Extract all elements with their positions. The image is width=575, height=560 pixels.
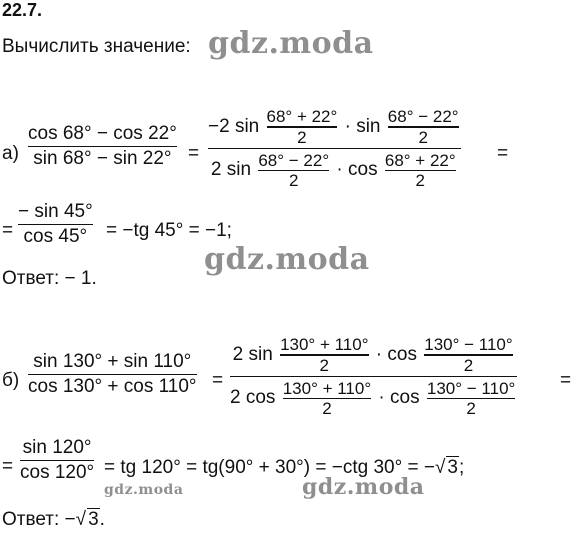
result-chain: = tg 120° = tg(90° + 30°) = −ctg 30° = − [104, 457, 435, 478]
part-b-result-denominator: cos 120° [20, 462, 95, 484]
sqrt-radicand: 3 [447, 457, 458, 478]
equals-sign: = [497, 143, 509, 164]
coef-text: 2 sin [232, 344, 273, 365]
fraction-denominator: 2 [322, 398, 332, 418]
part-a-result-denominator: cos 45° [23, 226, 88, 248]
part-a-result-numerator: − sin 45° [18, 201, 93, 222]
watermark: gdz.moda [204, 242, 370, 277]
func-text: sin [356, 116, 381, 137]
fraction-numerator: 68° − 22° [387, 107, 459, 127]
sqrt-symbol: √ [75, 509, 87, 530]
dot-operator: · [344, 116, 351, 137]
equals-sign: = [560, 370, 572, 391]
dot-operator: · [375, 344, 383, 365]
equals-sign: = [212, 370, 224, 391]
part-b-answer [2, 508, 105, 531]
part-b-rhs-fraction [230, 334, 517, 419]
part-b-label: б) [2, 370, 20, 391]
fraction-numerator: 130° + 110° [282, 378, 372, 398]
watermark: gdz.moda [208, 26, 374, 61]
fraction-numerator: 68° + 22° [266, 107, 338, 127]
half-angle-fraction [280, 335, 368, 374]
func-text: cos [390, 387, 420, 409]
dot-operator: · [336, 159, 343, 181]
dot-operator: · [378, 387, 385, 409]
part-a-rhs-numerator [208, 106, 461, 148]
fraction-denominator: 2 [463, 355, 474, 375]
half-angle-fraction [267, 107, 338, 146]
coef-text: 2 cos [230, 387, 276, 409]
part-b-lhs-denominator: cos 130° + cos 110° [28, 376, 197, 398]
fraction-denominator: 2 [297, 127, 307, 147]
fraction-denominator: 2 [319, 355, 330, 375]
part-a-rhs-fraction [208, 106, 461, 191]
part-a-result-text: = −tg 45° = −1; [106, 220, 232, 241]
answer-prefix: Ответ: − [2, 509, 76, 530]
instruction-text: Вычислить значение: [2, 36, 191, 57]
fraction-numerator: 68° − 22° [258, 150, 330, 170]
equals-sign: = [188, 143, 200, 164]
watermark: gdz.moda [104, 482, 184, 498]
part-b-result-numerator: sin 120° [22, 437, 92, 458]
half-angle-fraction [283, 379, 371, 418]
fraction-numerator: 130° − 110° [426, 378, 516, 398]
fraction-denominator: 2 [466, 398, 476, 418]
part-b-rhs-numerator [233, 334, 515, 376]
part-a-lhs-denominator: sin 68° − sin 22° [33, 148, 172, 170]
part-a-label: а) [2, 143, 19, 164]
half-angle-fraction [424, 335, 512, 374]
problem-number: 22.7. [2, 0, 43, 20]
part-a-lhs-numerator: cos 68° − cos 22° [28, 123, 177, 144]
part-a-result-fraction [18, 200, 93, 249]
fraction-numerator: 68° + 22° [384, 150, 456, 170]
fraction-numerator: 130° + 110° [280, 335, 369, 355]
part-a-answer: Ответ: − 1. [2, 268, 97, 289]
coef-text: 2 sin [210, 159, 252, 181]
equals-sign: = [2, 456, 14, 477]
part-b-lhs-fraction [28, 350, 197, 399]
part-b-rhs-denominator [230, 377, 517, 419]
func-text: cos [387, 344, 417, 365]
semicolon: ; [458, 457, 465, 478]
sqrt-symbol: √ [434, 457, 446, 478]
fraction-denominator: 2 [288, 170, 299, 190]
coef-text: −2 sin [208, 116, 260, 137]
fraction-numerator: 130° − 110° [424, 335, 513, 355]
half-angle-fraction [388, 107, 459, 146]
part-b-result-fraction [20, 436, 94, 485]
fraction-denominator: 2 [418, 127, 428, 147]
func-text: cos [348, 159, 378, 181]
part-b-lhs-numerator: sin 130° + sin 110° [33, 351, 192, 372]
half-angle-fraction [385, 151, 456, 190]
answer-period: . [99, 509, 105, 530]
half-angle-fraction [427, 379, 515, 418]
fraction-denominator: 2 [415, 170, 425, 190]
sqrt-radicand: 3 [88, 509, 99, 530]
equals-sign: = [2, 220, 14, 241]
watermark: gdz.moda [302, 474, 425, 500]
part-a-lhs-fraction [28, 122, 177, 171]
part-a-rhs-denominator [211, 149, 458, 191]
half-angle-fraction [258, 151, 329, 190]
